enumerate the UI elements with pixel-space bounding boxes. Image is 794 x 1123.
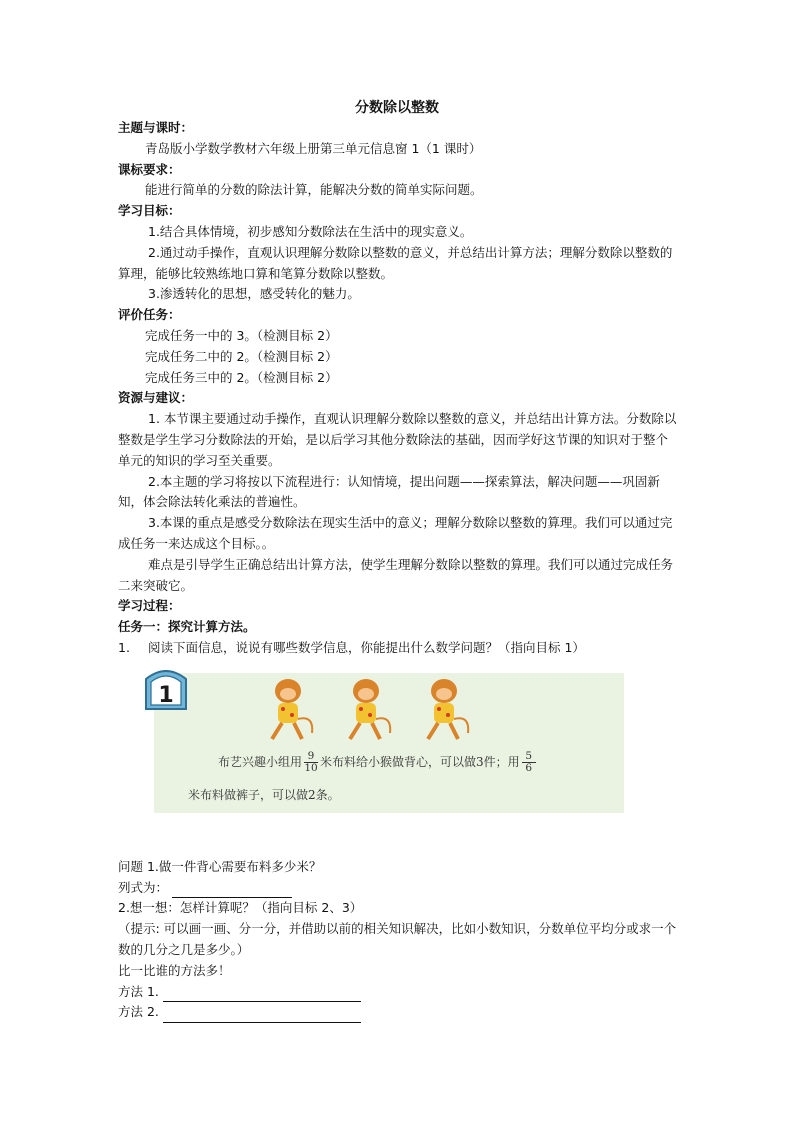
- formula-label: 列式为：: [118, 879, 169, 895]
- page-title: 分数除以整数: [355, 100, 439, 116]
- story-part: 布艺兴趣小组用: [218, 754, 303, 769]
- question-text: 阅读下面信息，说说有哪些数学信息，你能提出什么数学问题？（指向目标 1）: [148, 639, 585, 655]
- problem-one: 问题 1.做一件背心需要布料多少米？: [118, 858, 322, 874]
- resource-paragraph: 3.本课的重点是感受分数除法在现实生活中的意义；理解分数除以整数的算理。我们可以通过完成任务一来达成这个目标。。: [118, 515, 673, 551]
- fraction-denominator: 6: [525, 761, 532, 774]
- fraction-numerator: 5: [525, 749, 532, 762]
- section-heading-process: 学习过程：: [118, 598, 181, 614]
- eval-item: 完成任务二中的 2。（检测目标 2）: [145, 348, 338, 364]
- section-heading-topic: 主题与课时：: [118, 120, 194, 135]
- story-line-two: 米布料做裤子，可以做2条。: [188, 787, 340, 802]
- goal-item: 1.结合具体情境，初步感知分数除法在生活中的现实意义。: [148, 223, 473, 239]
- eval-item: 完成任务一中的 3。（检测目标 2）: [145, 327, 338, 343]
- spacer: [118, 829, 678, 857]
- fraction-numerator: 9: [307, 749, 315, 762]
- formula-answer-blank[interactable]: [172, 883, 292, 898]
- formula-line: [118, 878, 678, 899]
- goal-item: 2.通过动手操作，直观认识理解分数除以整数的意义，并总结出计算方法；理解分数除以整数的算理，能够比较熟练地口算和笔算分数除以整数。: [118, 244, 673, 281]
- section-heading-goals: 学习目标：: [118, 203, 181, 219]
- goal-item: 3.渗透转化的思想，感受转化的魅力。: [148, 286, 360, 302]
- task-one-heading: 任务一：探究计算方法。: [118, 619, 256, 635]
- method-one-line: [118, 982, 678, 1003]
- think-question: 2.想一想：怎样计算呢？（指向目标 2、3）: [118, 900, 363, 916]
- method-two-line: [118, 1002, 678, 1023]
- compare-text: 比一比谁的方法多！: [118, 962, 231, 978]
- fraction-nine-tenths: [304, 751, 318, 774]
- story-part: 米布料给小猴做背心，可以做3件；用: [320, 754, 520, 769]
- info-window-figure: [118, 665, 678, 823]
- method-one-label: 方法 1.: [118, 983, 159, 999]
- section-heading-resources: 资源与建议：: [118, 390, 194, 406]
- question-one: [118, 638, 678, 659]
- method-two-label: 方法 2.: [118, 1004, 159, 1020]
- window-number-badge-icon: [140, 665, 192, 711]
- resource-paragraph: 2.本主题的学习将按以下流程进行：认知情境，提出问题——探索算法，解决问题——巩固新知，体会除法转化乘法的普遍性。: [118, 473, 660, 510]
- fraction-five-sixths: [522, 751, 536, 774]
- fraction-denominator: 10: [304, 761, 318, 774]
- badge-number: 1: [158, 682, 174, 708]
- resource-paragraph: 1. 本节课主要通过动手操作，直观认识理解分数除以整数的意义，并总结出计算方法。分数除以整数是学生学习分数除法的开始，是以后学习其他分数除法的基础，因而学好这节课的知识对于整个单元的知识的学习至关重要。: [118, 411, 677, 468]
- section-heading-evaluation: 评价任务：: [118, 307, 181, 323]
- story-line-one: [218, 751, 538, 774]
- standards-text: 能进行简单的分数的除法计算，能解决分数的简单实际问题。: [145, 182, 483, 198]
- method-one-blank[interactable]: [163, 987, 361, 1002]
- topic-text: 青岛版小学数学教材六年级上册第三单元信息窗 1（1 课时）: [145, 140, 482, 156]
- hint-text: （提示: 可以画一画、分一分，并借助以前的相关知识解决，比如小数知识，分数单位平均分或求一个数的几分之几是多少。）: [118, 921, 677, 957]
- three-monkeys-illustration-icon: [258, 675, 488, 745]
- method-two-blank[interactable]: [163, 1008, 361, 1023]
- section-heading-standards: 课标要求：: [118, 161, 181, 177]
- eval-item: 完成任务三中的 2。（检测目标 2）: [145, 369, 338, 385]
- resource-paragraph: 难点是引导学生正确总结出计算方法，使学生理解分数除以整数的算理。我们可以通过完成任务二来突破它。: [118, 556, 674, 593]
- document-body: [118, 118, 678, 1023]
- question-number: 1.: [118, 639, 130, 655]
